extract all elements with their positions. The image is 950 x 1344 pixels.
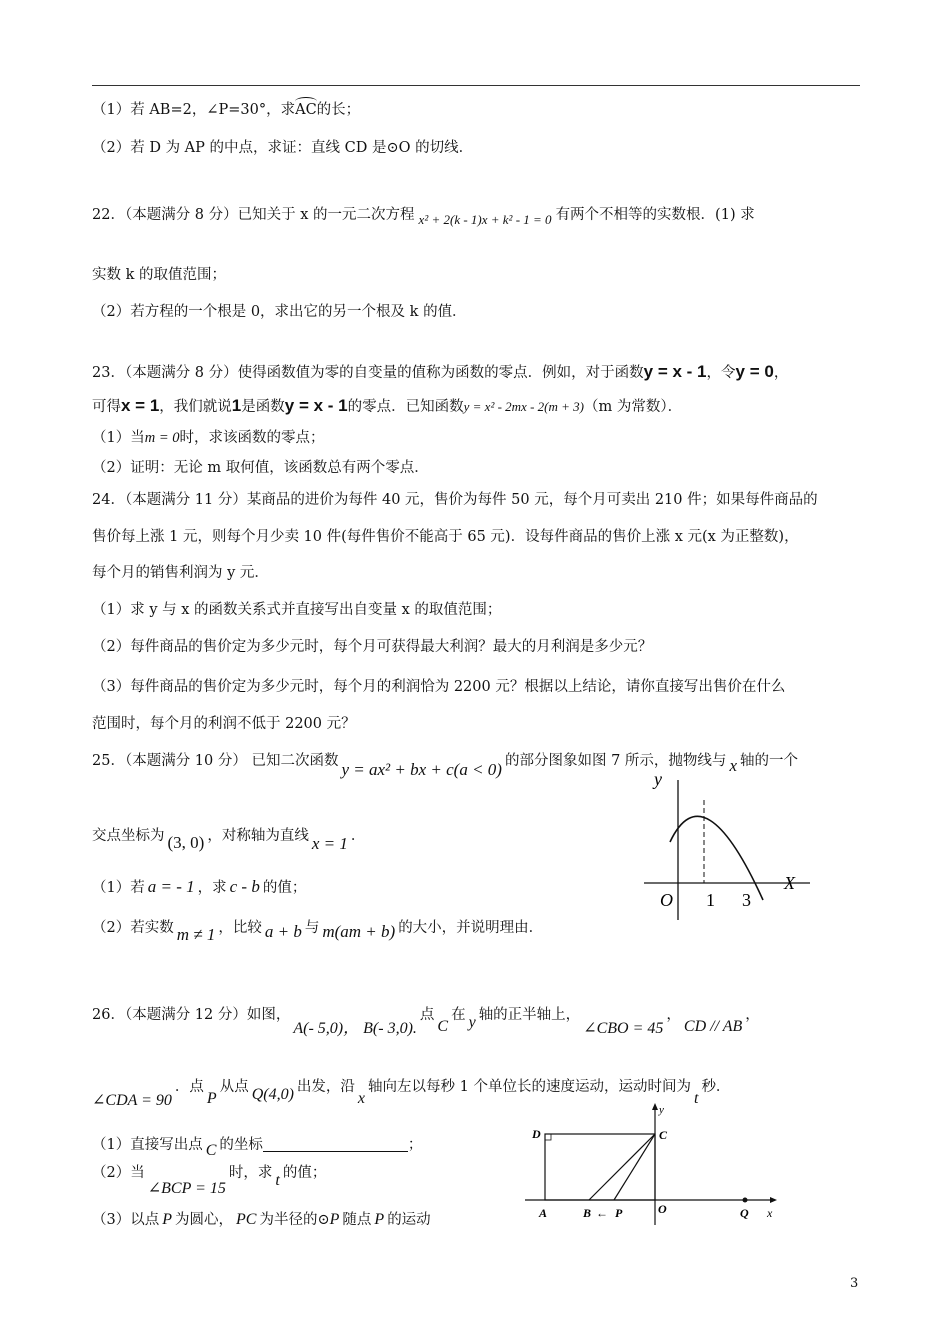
text-fragment: y = ax² + bx + c(a < 0) <box>341 760 502 779</box>
text-fragment: Q(4,0) <box>251 1086 294 1103</box>
tick-3-label: 3 <box>742 890 751 910</box>
text-fragment: ， <box>773 365 789 381</box>
q21-part1 <box>92 100 360 120</box>
parabola-curve <box>670 816 763 900</box>
q24-line7: 范围时，每个月的利润不低于 2200 元？ <box>92 716 356 732</box>
text-fragment: y = 0 <box>735 362 774 381</box>
text-fragment: ，求 <box>197 880 227 896</box>
q22-line2: 实数 k 的取值范围； <box>92 267 227 283</box>
text-fragment: （1）若 AB=2，∠P=30°，求 <box>92 102 296 118</box>
q21-part2: （2）若 D 为 AP 的中点，求证：直线 CD 是⊙O 的切线． <box>92 140 474 156</box>
text-fragment: 轴向左以每秒 1 个单位长的速度运动，运动时间为 <box>368 1079 691 1095</box>
q26-line1 <box>92 1005 760 1037</box>
text-fragment: 的零点．已知函数 <box>347 399 464 415</box>
q22-line3: （2）若方程的一个根是 0，求出它的另一个根及 k 的值． <box>92 304 467 320</box>
text-fragment: t <box>693 1090 699 1107</box>
text-fragment: 与 <box>304 920 320 936</box>
text-fragment: y = x - 1 <box>643 362 707 381</box>
text-fragment: A(- 5,0)， B(- 3,0). <box>293 1020 417 1037</box>
text-fragment: 在 <box>451 1007 466 1023</box>
text-fragment: （3）以点 <box>92 1212 160 1228</box>
text-fragment: 的大小，并说明理由． <box>398 920 544 936</box>
text-fragment: 26．（本题满分 12 分）如图， <box>92 1007 291 1023</box>
text-fragment: P <box>162 1211 173 1228</box>
q26-part1 <box>92 1135 423 1159</box>
text-fragment: 25．（本题满分 10 分） 已知二次函数 <box>92 753 339 769</box>
text-fragment: ，我们就说 <box>159 399 232 415</box>
label-b: B <box>583 1206 592 1220</box>
text-fragment: x = 1 <box>311 834 348 853</box>
text-fragment: 时，求该函数的零点； <box>179 430 325 446</box>
text-fragment: C <box>205 1142 217 1159</box>
q23-line2 <box>92 396 682 417</box>
q24-line1: 24．（本题满分 11 分）某商品的进价为每件 40 元，售价为每件 50 元，每个月可卖出 210 件；如果每件商品的 <box>92 492 818 508</box>
q24-line4: （1）求 y 与 x 的函数关系式并直接写出自变量 x 的取值范围； <box>92 602 502 618</box>
text-fragment: P <box>374 1211 385 1228</box>
text-fragment: 是函数 <box>241 399 285 415</box>
text-fragment: 的长； <box>316 102 361 118</box>
y-label: y <box>654 769 662 789</box>
text-fragment: 轴的正半轴上， <box>478 1007 581 1023</box>
text-fragment: ，令 <box>706 365 736 381</box>
q23-line4: （2）证明：无论 m 取何值，该函数总有两个零点． <box>92 460 429 476</box>
text-fragment: m ≠ 1 <box>176 925 216 944</box>
text-fragment: （m 为常数）． <box>583 399 683 415</box>
text-fragment: a + b <box>264 922 302 941</box>
header-rule <box>92 85 860 86</box>
text-fragment: 时，求 <box>228 1165 273 1181</box>
left-arrow-icon: ← <box>596 1206 608 1220</box>
q26-line2 <box>92 1077 731 1109</box>
text-fragment: t <box>275 1172 280 1189</box>
text-fragment: 1 <box>231 396 242 415</box>
q24-line5: （2）每件商品的售价定为多少元时，每个月可获得最大利润？最大的月利润是多少元？ <box>92 639 653 655</box>
text-fragment: ．点 <box>174 1079 204 1095</box>
text-fragment: c - b <box>229 877 260 896</box>
x-arrow-icon <box>770 1197 777 1203</box>
text-fragment: 有两个不相等的实数根．(1) 求 <box>555 207 755 223</box>
text-fragment: 的值； <box>262 880 307 896</box>
text-fragment: y = x - 1 <box>284 396 348 415</box>
q26-part2 <box>92 1163 327 1197</box>
rectangle-acdo <box>545 1134 655 1200</box>
coordinate-figure <box>525 1100 785 1230</box>
text-fragment: ， <box>666 1007 681 1023</box>
tick-1-label: 1 <box>706 890 715 910</box>
label-x: x <box>767 1206 773 1220</box>
text-fragment: 点 <box>419 1007 435 1023</box>
text-fragment: 为圆心， <box>175 1212 234 1228</box>
page-number: 3 <box>850 1276 859 1291</box>
text-fragment: PC <box>236 1211 257 1228</box>
q24-line2: 售价每上涨 1 元，则每个月少卖 10 件(每件售价不能高于 65 元)．设每件商品的售价上涨 x 元(x 为正整数)， <box>92 529 799 545</box>
x-label: X <box>784 873 795 893</box>
text-fragment: y = x² - 2mx - 2(m + 3) <box>463 399 584 414</box>
text-fragment: ， <box>745 1007 760 1023</box>
q26-part3 <box>92 1210 431 1230</box>
text-fragment: 的坐标 <box>219 1137 263 1153</box>
text-fragment: ，对称轴为直线 <box>207 828 309 844</box>
text-fragment: 的运动 <box>387 1212 431 1228</box>
segment-pc <box>614 1134 655 1200</box>
text-fragment: m = 0 <box>144 430 180 446</box>
q23-line1 <box>92 362 788 383</box>
text-fragment: 随点 <box>342 1212 372 1228</box>
q25-part1 <box>92 877 306 898</box>
text-fragment: （2）当 <box>92 1165 145 1181</box>
text-fragment: 的值； <box>282 1165 327 1181</box>
q24-line3: 每个月的销售利润为 y 元． <box>92 565 269 581</box>
label-a: A <box>539 1206 548 1220</box>
text-fragment: 的部分图象如图 7 所示，抛物线与 <box>504 753 727 769</box>
parabola-figure <box>630 760 820 935</box>
q23-line3 <box>92 428 325 448</box>
text-fragment: 轴的一个 <box>739 753 798 769</box>
text-fragment: m(am + b) <box>322 922 396 941</box>
text-fragment: （2）若实数 <box>92 920 174 936</box>
text-fragment: x = 1 <box>121 396 160 415</box>
label-d: D <box>532 1127 541 1141</box>
answer-blank[interactable] <box>263 1137 408 1152</box>
text-fragment: （1）当 <box>92 430 145 446</box>
q25-line2 <box>92 825 366 853</box>
text-fragment: ∠BCP = 15 <box>147 1180 226 1197</box>
label-o: O <box>658 1202 667 1216</box>
text-fragment: 出发，沿 <box>296 1079 355 1095</box>
text-fragment: 为半径的⊙ <box>259 1212 330 1228</box>
right-angle-mark <box>545 1134 551 1140</box>
text-fragment: P <box>206 1090 217 1107</box>
text-fragment: (3, 0) <box>167 833 205 852</box>
y-arrow-icon <box>652 1103 658 1110</box>
label-c: C <box>659 1128 668 1142</box>
text-fragment: 交点坐标为 <box>92 828 165 844</box>
q22-equation: x² + 2(k - 1)x + k² - 1 = 0 <box>418 212 552 227</box>
text-fragment: a = - 1 <box>147 877 195 896</box>
text-fragment: CD // AB <box>683 1018 743 1035</box>
segment-bc <box>589 1134 655 1200</box>
point-q <box>743 1198 748 1203</box>
text-fragment: ∠CDA = 90 <box>92 1092 172 1109</box>
text-fragment: x <box>357 1090 366 1107</box>
text-fragment: ． <box>350 828 366 844</box>
text-fragment: ∠CBO = 45 <box>583 1020 664 1037</box>
q22-line1 <box>92 205 755 225</box>
label-y: y <box>659 1104 664 1116</box>
text-fragment: AC <box>295 102 317 118</box>
text-fragment: 从点 <box>219 1079 249 1095</box>
text-fragment: y <box>468 1014 476 1031</box>
text-fragment: 22．（本题满分 8 分）已知关于 x 的一元二次方程 <box>92 207 415 223</box>
text-fragment: （1）直接写出点 <box>92 1137 203 1153</box>
q24-line6: （3）每件商品的售价定为多少元时，每个月的利润恰为 2200 元？根据以上结论，请你直接写出售价在什么 <box>92 679 786 695</box>
text-fragment: P <box>329 1211 340 1228</box>
text-fragment: 秒． <box>701 1079 731 1095</box>
text-fragment: C <box>437 1018 449 1035</box>
arc-mark-icon <box>295 97 317 106</box>
text-fragment: x <box>729 756 737 775</box>
text-fragment: 23．（本题满分 8 分）使得函数值为零的自变量的值称为函数的零点．例如，对于函数 <box>92 365 644 381</box>
text-fragment: ； <box>407 1137 423 1153</box>
text-fragment: （1）若 <box>92 880 145 896</box>
text-fragment: 可得 <box>92 399 121 415</box>
text-fragment: ，比较 <box>218 920 262 936</box>
origin-label: O <box>660 890 673 910</box>
arc-ac <box>295 100 317 120</box>
label-p: P <box>615 1206 623 1220</box>
q25-part2 <box>92 917 544 944</box>
label-q: Q <box>740 1206 749 1220</box>
